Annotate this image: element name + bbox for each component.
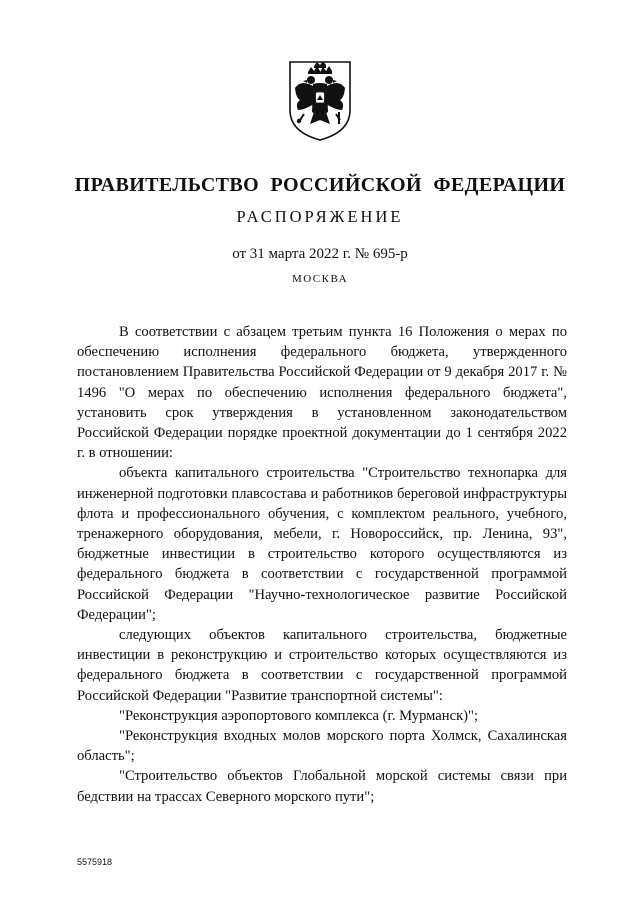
paragraph-murmansk-airport: "Реконструкция аэропортового комплекса (г. Мурманск)"; [119,707,479,724]
organization-title: ПРАВИТЕЛЬСТВО РОССИЙСКОЙ ФЕДЕРАЦИИ [74,174,566,196]
paragraph-kholmsk-port: "Реконструкция входных молов морского порта Холмск, Сахалинская область"; [77,728,567,765]
paragraph-preamble: В соответствии с абзацем третьим пункта 16 Положения о мерах по обеспечению исполнения федерального бюджета, утвержденного постановлением Правительства Российской Федерации от 9 декабря 2017 г. № 1496 "О мерах по обеспечению исполнения федерального бюджета", установить срок утверждения в установленном законодательством Российской Федерации порядке проектной документации до 1 сентября 2022 г. в отношении: [77,324,567,462]
document-city: МОСКВА [291,273,349,285]
document-code: 5575918 [77,857,113,867]
paragraph-transport-objects: следующих объектов капитального строительства, бюджетные инвестиции в реконструкцию и строительство которых осуществляются из федерального бюджета в соответствии с государственной программой Российской Федерации "Развитие транспортной системы": [77,627,567,704]
paragraph-technopark-object: объекта капитального строительства "Строительство технопарка для инженерной подготовки плавсостава и работников береговой инфраструктуры флота и профессионального обучения, с комплектом реального, учебного, тренажерного оборудования, мебели, г. Новороссийск, пр. Ленина, 93", бюджетные инвестиции в строительство которого осуществляются из федерального бюджета в соответствии с государственной программой Российской Федерации "Научно-технологическое развитие Российской Федерации"; [77,465,567,623]
coat-of-arms-emblem [286,58,354,142]
document-body [77,322,567,807]
document-type: РАСПОРЯЖЕНИЕ [236,207,404,226]
paragraph-maritime-communication: "Строительство объектов Глобальной морской системы связи при бедствии на трассах Северного морского пути"; [77,768,567,805]
document-date-number: от 31 марта 2022 г. № 695-р [232,246,408,262]
